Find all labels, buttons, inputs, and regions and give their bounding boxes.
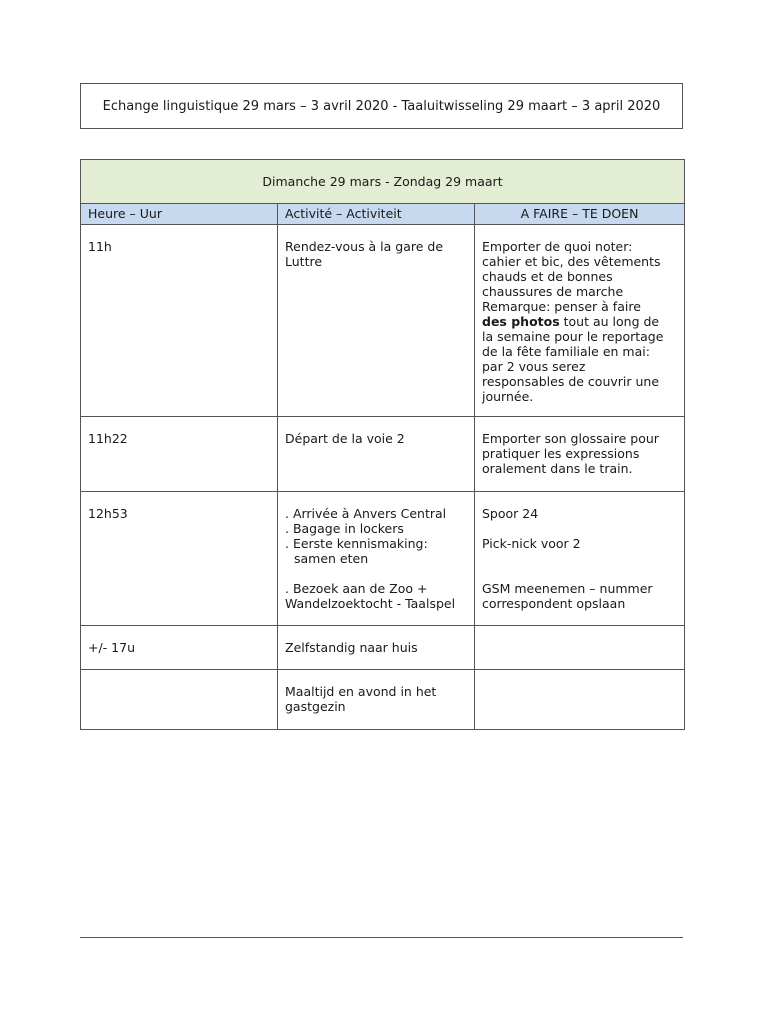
activity-line: gastgezin [285, 699, 346, 714]
todo-cell [475, 626, 685, 670]
todo-line: par 2 vous serez [482, 359, 586, 374]
activity-line: samen eten [294, 551, 369, 566]
todo-line: cahier et bic, des vêtements [482, 254, 661, 269]
time-cell: +/- 17u [81, 626, 278, 670]
todo-bold-text: des photos [482, 314, 560, 329]
todo-line: correspondent opslaan [482, 596, 626, 611]
todo-line: chauds et de bonnes [482, 269, 613, 284]
todo-line: GSM meenemen – nummer [482, 581, 653, 596]
todo-line: Pick-nick voor 2 [482, 536, 581, 551]
column-header-activity: Activité – Activiteit [278, 204, 475, 225]
time-cell: 12h53 [81, 492, 278, 626]
time-cell [81, 670, 278, 730]
todo-line: Remarque: penser à faire [482, 299, 641, 314]
activity-line: Luttre [285, 254, 323, 269]
activity-line: . Bagage in lockers [285, 521, 404, 536]
table-row [81, 492, 685, 626]
activity-line: Zelfstandig naar huis [285, 640, 418, 655]
column-header-todo: A FAIRE – TE DOEN [475, 204, 685, 225]
todo-line [482, 314, 677, 329]
spacer [482, 551, 677, 566]
activity-line: . Arrivée à Anvers Central [285, 506, 447, 521]
todo-line: la semaine pour le reportage [482, 329, 664, 344]
spacer [482, 521, 677, 536]
activity-line: . Eerste kennismaking: [285, 536, 428, 551]
table-row [81, 417, 685, 492]
todo-text: tout au long de [559, 314, 660, 329]
time-cell: 11h [81, 225, 278, 417]
todo-cell [475, 492, 685, 626]
activity-cell [278, 225, 475, 417]
activity-cell [278, 417, 475, 492]
table-row [81, 670, 685, 730]
todo-line: Spoor 24 [482, 506, 539, 521]
time-cell: 11h22 [81, 417, 278, 492]
table-row [81, 626, 685, 670]
document-title: Echange linguistique 29 mars – 3 avril 2020 - Taaluitwisseling 29 maart – 3 april 2020 [102, 98, 661, 114]
table-row [81, 225, 685, 417]
todo-line: oralement dans le train. [482, 461, 633, 476]
activity-cell [278, 492, 475, 626]
todo-line: Emporter de quoi noter: [482, 239, 633, 254]
column-header-time: Heure – Uur [81, 204, 278, 225]
activity-line: Rendez-vous à la gare de [285, 239, 444, 254]
day-title: Dimanche 29 mars - Zondag 29 maart [81, 160, 685, 204]
todo-line: responsables de couvrir une [482, 374, 660, 389]
schedule-table [80, 159, 685, 730]
activity-cell [278, 670, 475, 730]
activity-line: Wandelzoektocht - Taalspel [285, 596, 456, 611]
todo-cell [475, 225, 685, 417]
day-header-row [81, 160, 685, 204]
document-title-box [80, 83, 683, 129]
spacer [285, 566, 467, 581]
activity-line: Maaltijd en avond in het [285, 684, 437, 699]
footer-divider [80, 937, 683, 938]
todo-line: chaussures de marche [482, 284, 624, 299]
todo-line: Emporter son glossaire pour [482, 431, 659, 446]
todo-cell [475, 670, 685, 730]
todo-line: de la fête familiale en mai: [482, 344, 650, 359]
todo-line: pratiquer les expressions [482, 446, 640, 461]
activity-cell [278, 626, 475, 670]
spacer [482, 566, 677, 581]
todo-cell [475, 417, 685, 492]
column-header-row [81, 204, 685, 225]
activity-line: Départ de la voie 2 [285, 431, 405, 446]
activity-line: . Bezoek aan de Zoo + [285, 581, 428, 596]
todo-line: journée. [482, 389, 534, 404]
